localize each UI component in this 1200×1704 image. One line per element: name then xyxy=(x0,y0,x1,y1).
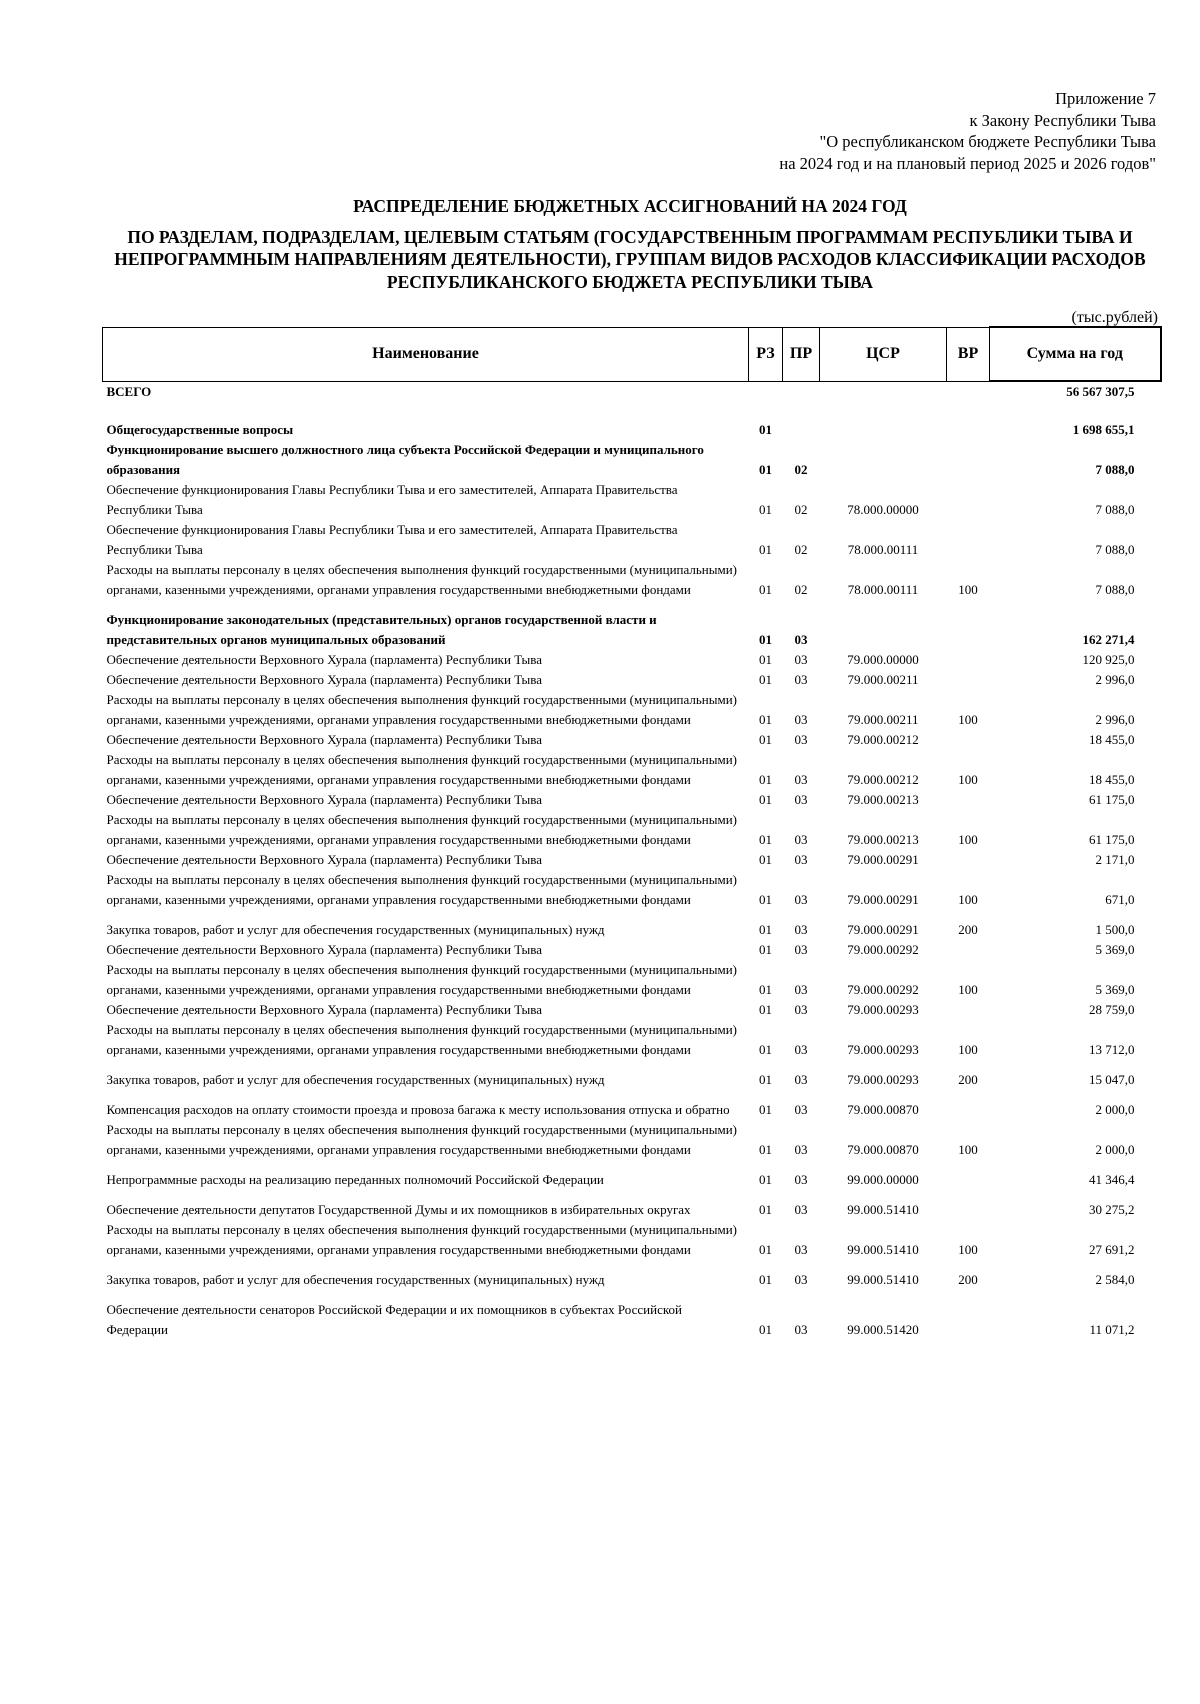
cell-csr: 99.000.51420 xyxy=(847,1322,919,1337)
cell-sum: 61 175,0 xyxy=(1089,832,1135,847)
cell-csr: 79.000.00213 xyxy=(847,832,919,847)
cell-rz: 01 xyxy=(759,502,772,517)
cell-rz: 01 xyxy=(759,1142,772,1157)
table-row xyxy=(103,402,1161,440)
cell-name: Обеспечение деятельности Верховного Хурала (парламента) Республики Тыва xyxy=(106,1002,542,1017)
cell-rz: 01 xyxy=(759,922,772,937)
cell-pr: 02 xyxy=(794,542,808,557)
cell-rz: 01 xyxy=(759,632,772,647)
cell-vr: 100 xyxy=(958,582,978,597)
appendix-line: на 2024 год и на плановый период 2025 и 2026 годов" xyxy=(779,153,1156,173)
table-row xyxy=(103,381,1161,402)
table-body xyxy=(103,381,1161,1340)
cell-vr xyxy=(947,440,990,480)
cell-csr: 78.000.00111 xyxy=(847,542,919,557)
cell-sum: 7 088,0 xyxy=(1095,582,1135,597)
cell-name: Расходы на выплаты персоналу в целях обеспечения выполнения функций государственными (муниципальными) органами, казенными учреждениями, органами управления государственными внебюджетными фондами xyxy=(106,962,738,997)
cell-vr xyxy=(947,790,990,810)
cell-rz: 01 xyxy=(759,1322,772,1337)
cell-rz: 01 xyxy=(759,1202,772,1217)
cell-rz: 01 xyxy=(759,1102,772,1117)
table-row xyxy=(103,1190,1161,1220)
cell-name: Закупка товаров, работ и услуг для обеспечения государственных (муниципальных) нужд xyxy=(106,1072,605,1087)
cell-sum: 28 759,0 xyxy=(1089,1002,1135,1017)
document-title xyxy=(100,195,1160,293)
cell-csr: 79.000.00292 xyxy=(847,982,919,997)
cell-pr: 02 xyxy=(794,462,808,477)
table-row xyxy=(103,690,1161,730)
cell-rz: 01 xyxy=(759,982,772,997)
cell-rz: 01 xyxy=(759,672,772,687)
cell-vr xyxy=(947,670,990,690)
cell-rz: 01 xyxy=(759,1072,772,1087)
cell-rz: 01 xyxy=(759,652,772,667)
cell-csr: 99.000.00000 xyxy=(847,1172,919,1187)
cell-csr xyxy=(820,600,947,650)
appendix-line: "О республиканском бюджете Республики Тыва xyxy=(819,132,1156,151)
cell-sum: 2 584,0 xyxy=(1095,1272,1135,1287)
table-row xyxy=(103,1260,1161,1290)
cell-vr: 100 xyxy=(958,712,978,727)
table-row xyxy=(103,1000,1161,1020)
appendix-line: Приложение 7 xyxy=(1055,89,1156,108)
cell-rz: 01 xyxy=(759,1272,772,1287)
cell-sum: 2 000,0 xyxy=(1095,1142,1135,1157)
cell-sum: 27 691,2 xyxy=(1089,1242,1135,1257)
cell-pr: 03 xyxy=(794,1322,808,1337)
cell-csr: 79.000.00291 xyxy=(847,922,919,937)
cell-name: Расходы на выплаты персоналу в целях обеспечения выполнения функций государственными (муниципальными) органами, казенными учреждениями, органами управления государственными внебюджетными фондами xyxy=(106,1222,738,1257)
cell-pr: 03 xyxy=(794,922,808,937)
cell-name: Общегосударственные вопросы xyxy=(106,422,294,437)
cell-rz: 01 xyxy=(759,852,772,867)
cell-name: Расходы на выплаты персоналу в целях обеспечения выполнения функций государственными (муниципальными) органами, казенными учреждениями, органами управления государственными внебюджетными фондами xyxy=(106,1022,738,1057)
column-header-name: Наименование xyxy=(103,327,749,381)
cell-pr: 03 xyxy=(794,892,808,907)
table-row xyxy=(103,1060,1161,1090)
cell-sum: 30 275,2 xyxy=(1089,1202,1135,1217)
cell-vr xyxy=(947,1160,990,1190)
cell-name: Закупка товаров, работ и услуг для обеспечения государственных (муниципальных) нужд xyxy=(106,1272,605,1287)
cell-name: ВСЕГО xyxy=(106,384,152,399)
cell-name: Функционирование законодательных (представительных) органов государственной власти и представительных органов муниципальных образований xyxy=(106,612,657,647)
cell-vr xyxy=(947,940,990,960)
table-row xyxy=(103,1290,1161,1340)
table-row xyxy=(103,1120,1161,1160)
cell-csr: 79.000.00211 xyxy=(847,712,919,727)
cell-pr: 03 xyxy=(794,1142,808,1157)
cell-csr: 79.000.00000 xyxy=(847,652,919,667)
cell-rz: 01 xyxy=(759,772,772,787)
cell-name: Непрограммные расходы на реализацию переданных полномочий Российской Федерации xyxy=(106,1172,604,1187)
cell-rz: 01 xyxy=(759,582,772,597)
table-row xyxy=(103,520,1161,560)
cell-csr xyxy=(820,402,947,440)
table-row xyxy=(103,480,1161,520)
cell-sum: 7 088,0 xyxy=(1095,462,1135,477)
column-header-pr: ПР xyxy=(783,327,820,381)
cell-name: Компенсация расходов на оплату стоимости проезда и провоза багажа к месту использования отпуска и обратно xyxy=(106,1102,730,1117)
cell-vr: 200 xyxy=(958,1072,978,1087)
cell-name: Расходы на выплаты персоналу в целях обеспечения выполнения функций государственными (муниципальными) органами, казенными учреждениями, органами управления государственными внебюджетными фондами xyxy=(106,872,738,907)
cell-sum: 5 369,0 xyxy=(1095,942,1135,957)
cell-sum: 2 171,0 xyxy=(1095,852,1135,867)
cell-vr: 100 xyxy=(958,892,978,907)
cell-csr: 99.000.51410 xyxy=(847,1272,919,1287)
table-header-row xyxy=(103,327,1161,381)
cell-pr: 03 xyxy=(794,772,808,787)
cell-vr: 100 xyxy=(958,772,978,787)
cell-pr: 03 xyxy=(794,1002,808,1017)
cell-rz: 01 xyxy=(759,942,772,957)
cell-rz: 01 xyxy=(759,422,772,437)
cell-vr: 200 xyxy=(958,1272,978,1287)
cell-rz: 01 xyxy=(759,462,772,477)
cell-pr: 03 xyxy=(794,1172,808,1187)
cell-vr xyxy=(947,480,990,520)
cell-sum: 1 698 655,1 xyxy=(1072,422,1135,437)
cell-csr: 78.000.00111 xyxy=(847,582,919,597)
cell-rz: 01 xyxy=(759,542,772,557)
cell-pr: 02 xyxy=(794,582,808,597)
cell-name: Обеспечение деятельности Верховного Хурала (парламента) Республики Тыва xyxy=(106,852,542,867)
cell-csr: 79.000.00212 xyxy=(847,772,919,787)
cell-csr: 79.000.00292 xyxy=(847,942,919,957)
table-row xyxy=(103,1020,1161,1060)
cell-csr: 79.000.00213 xyxy=(847,792,919,807)
cell-vr xyxy=(947,650,990,670)
table-row xyxy=(103,1160,1161,1190)
table-row xyxy=(103,940,1161,960)
cell-sum: 11 071,2 xyxy=(1089,1322,1135,1337)
cell-name: Обеспечение деятельности Верховного Хурала (парламента) Республики Тыва xyxy=(106,942,542,957)
table-row xyxy=(103,650,1161,670)
column-header-csr: ЦСР xyxy=(820,327,947,381)
cell-rz: 01 xyxy=(759,732,772,747)
cell-csr: 79.000.00293 xyxy=(847,1042,919,1057)
cell-rz xyxy=(749,381,783,402)
cell-rz: 01 xyxy=(759,1042,772,1057)
cell-sum: 671,0 xyxy=(1105,892,1135,907)
cell-sum: 18 455,0 xyxy=(1089,772,1135,787)
cell-vr xyxy=(947,850,990,870)
cell-pr: 03 xyxy=(794,942,808,957)
cell-sum: 5 369,0 xyxy=(1095,982,1135,997)
cell-vr: 100 xyxy=(958,1142,978,1157)
cell-name: Обеспечение деятельности Верховного Хурала (парламента) Республики Тыва xyxy=(106,652,542,667)
cell-name: Закупка товаров, работ и услуг для обеспечения государственных (муниципальных) нужд xyxy=(106,922,605,937)
cell-pr: 03 xyxy=(794,792,808,807)
table-row xyxy=(103,560,1161,600)
cell-rz: 01 xyxy=(759,832,772,847)
cell-sum: 120 925,0 xyxy=(1082,652,1135,667)
cell-vr xyxy=(947,730,990,750)
budget-table xyxy=(102,326,1162,1340)
cell-sum: 61 175,0 xyxy=(1089,792,1135,807)
cell-sum: 15 047,0 xyxy=(1089,1072,1135,1087)
cell-sum: 162 271,4 xyxy=(1082,632,1135,647)
cell-pr: 03 xyxy=(794,1102,808,1117)
cell-name: Обеспечение деятельности сенаторов Российской Федерации и их помощников в субъектах Российской Федерации xyxy=(106,1302,682,1337)
column-header-vr: ВР xyxy=(947,327,990,381)
cell-vr: 100 xyxy=(958,1242,978,1257)
appendix-header xyxy=(779,88,1156,174)
cell-pr: 03 xyxy=(794,1242,808,1257)
cell-pr: 03 xyxy=(794,1272,808,1287)
cell-sum: 7 088,0 xyxy=(1095,542,1135,557)
cell-csr: 79.000.00293 xyxy=(847,1072,919,1087)
cell-name: Расходы на выплаты персоналу в целях обеспечения выполнения функций государственными (муниципальными) органами, казенными учреждениями, органами управления государственными внебюджетными фондами xyxy=(106,752,738,787)
table-row xyxy=(103,730,1161,750)
cell-pr: 03 xyxy=(794,1072,808,1087)
cell-csr xyxy=(820,381,947,402)
table-row xyxy=(103,600,1161,650)
unit-label: (тыс.рублей) xyxy=(1071,309,1158,326)
cell-rz: 01 xyxy=(759,892,772,907)
cell-sum: 7 088,0 xyxy=(1095,502,1135,517)
cell-sum: 1 500,0 xyxy=(1095,922,1135,937)
cell-csr: 79.000.00212 xyxy=(847,732,919,747)
cell-sum: 41 346,4 xyxy=(1089,1172,1135,1187)
cell-sum: 2 996,0 xyxy=(1095,712,1135,727)
cell-vr xyxy=(947,1000,990,1020)
cell-csr: 99.000.51410 xyxy=(847,1202,919,1217)
table-row xyxy=(103,750,1161,790)
table-row xyxy=(103,810,1161,850)
cell-vr: 200 xyxy=(958,922,978,937)
cell-name: Расходы на выплаты персоналу в целях обеспечения выполнения функций государственными (муниципальными) органами, казенными учреждениями, органами управления государственными внебюджетными фондами xyxy=(106,692,738,727)
cell-vr xyxy=(947,520,990,560)
cell-csr: 79.000.00870 xyxy=(847,1102,919,1117)
cell-vr xyxy=(947,1290,990,1340)
cell-name: Функционирование высшего должностного лица субъекта Российской Федерации и муниципального образования xyxy=(106,442,704,477)
cell-vr: 100 xyxy=(958,982,978,997)
cell-name: Обеспечение деятельности Верховного Хурала (парламента) Республики Тыва xyxy=(106,672,542,687)
cell-name: Расходы на выплаты персоналу в целях обеспечения выполнения функций государственными (муниципальными) органами, казенными учреждениями, органами управления государственными внебюджетными фондами xyxy=(106,812,738,847)
cell-pr: 03 xyxy=(794,652,808,667)
cell-rz: 01 xyxy=(759,1002,772,1017)
title-line-2: ПО РАЗДЕЛАМ, ПОДРАЗДЕЛАМ, ЦЕЛЕВЫМ СТАТЬЯМ (ГОСУДАРСТВЕННЫМ ПРОГРАММАМ РЕСПУБЛИКИ ТЫВА И НЕПРОГРАММНЫМ НАПРАВЛЕНИЯМ ДЕЯТЕЛЬНОСТИ), ГРУППАМ ВИДОВ РАСХОДОВ КЛАССИФИКАЦИИ РАСХОДОВ РЕСПУБЛИКАНСКОГО БЮДЖЕТА РЕСПУБЛИКИ ТЫВА xyxy=(114,226,1146,292)
cell-name: Расходы на выплаты персоналу в целях обеспечения выполнения функций государственными (муниципальными) органами, казенными учреждениями, органами управления государственными внебюджетными фондами xyxy=(106,562,738,597)
cell-pr: 03 xyxy=(794,982,808,997)
cell-sum: 2 996,0 xyxy=(1095,672,1135,687)
cell-name: Обеспечение деятельности Верховного Хурала (парламента) Республики Тыва xyxy=(106,792,542,807)
cell-vr xyxy=(947,600,990,650)
cell-csr: 99.000.51410 xyxy=(847,1242,919,1257)
cell-pr: 03 xyxy=(794,732,808,747)
cell-sum: 18 455,0 xyxy=(1089,732,1135,747)
table-row xyxy=(103,670,1161,690)
cell-sum: 56 567 307,5 xyxy=(1066,384,1135,399)
cell-csr xyxy=(820,440,947,480)
table-row xyxy=(103,790,1161,810)
table-row xyxy=(103,870,1161,910)
column-header-rz: РЗ xyxy=(749,327,783,381)
cell-sum: 13 712,0 xyxy=(1089,1042,1135,1057)
cell-pr: 03 xyxy=(794,852,808,867)
cell-pr: 03 xyxy=(794,632,808,647)
cell-sum: 2 000,0 xyxy=(1095,1102,1135,1117)
cell-name: Обеспечение деятельности депутатов Государственной Думы и их помощников в избирательных округах xyxy=(106,1202,691,1217)
cell-pr: 03 xyxy=(794,832,808,847)
cell-name: Расходы на выплаты персоналу в целях обеспечения выполнения функций государственными (муниципальными) органами, казенными учреждениями, органами управления государственными внебюджетными фондами xyxy=(106,1122,738,1157)
cell-pr: 02 xyxy=(794,502,808,517)
cell-vr xyxy=(947,1190,990,1220)
table-row xyxy=(103,850,1161,870)
cell-rz: 01 xyxy=(759,1242,772,1257)
table-row xyxy=(103,960,1161,1000)
cell-csr: 79.000.00870 xyxy=(847,1142,919,1157)
column-header-sum: Сумма на год xyxy=(990,327,1161,381)
table-row xyxy=(103,440,1161,480)
cell-name: Обеспечение функционирования Главы Республики Тыва и его заместителей, Аппарата Правительства Республики Тыва xyxy=(106,522,678,557)
cell-rz: 01 xyxy=(759,712,772,727)
cell-csr: 79.000.00293 xyxy=(847,1002,919,1017)
cell-vr xyxy=(947,381,990,402)
cell-pr xyxy=(783,402,820,440)
table-row xyxy=(103,910,1161,940)
cell-rz: 01 xyxy=(759,792,772,807)
cell-csr: 78.000.00000 xyxy=(847,502,919,517)
cell-pr: 03 xyxy=(794,1202,808,1217)
cell-pr: 03 xyxy=(794,1042,808,1057)
cell-csr: 79.000.00211 xyxy=(847,672,919,687)
cell-name: Обеспечение деятельности Верховного Хурала (парламента) Республики Тыва xyxy=(106,732,542,747)
cell-csr: 79.000.00291 xyxy=(847,892,919,907)
cell-pr: 03 xyxy=(794,672,808,687)
cell-vr: 100 xyxy=(958,1042,978,1057)
cell-csr: 79.000.00291 xyxy=(847,852,919,867)
cell-vr: 100 xyxy=(958,832,978,847)
cell-vr xyxy=(947,1090,990,1120)
cell-rz: 01 xyxy=(759,1172,772,1187)
table-row xyxy=(103,1090,1161,1120)
title-line-1: РАСПРЕДЕЛЕНИЕ БЮДЖЕТНЫХ АССИГНОВАНИЙ НА 2024 ГОД xyxy=(353,196,907,216)
cell-name: Обеспечение функционирования Главы Республики Тыва и его заместителей, Аппарата Правительства Республики Тыва xyxy=(106,482,678,517)
cell-pr xyxy=(783,381,820,402)
cell-pr: 03 xyxy=(794,712,808,727)
table-row xyxy=(103,1220,1161,1260)
appendix-line: к Закону Республики Тыва xyxy=(969,110,1156,130)
cell-vr xyxy=(947,402,990,440)
